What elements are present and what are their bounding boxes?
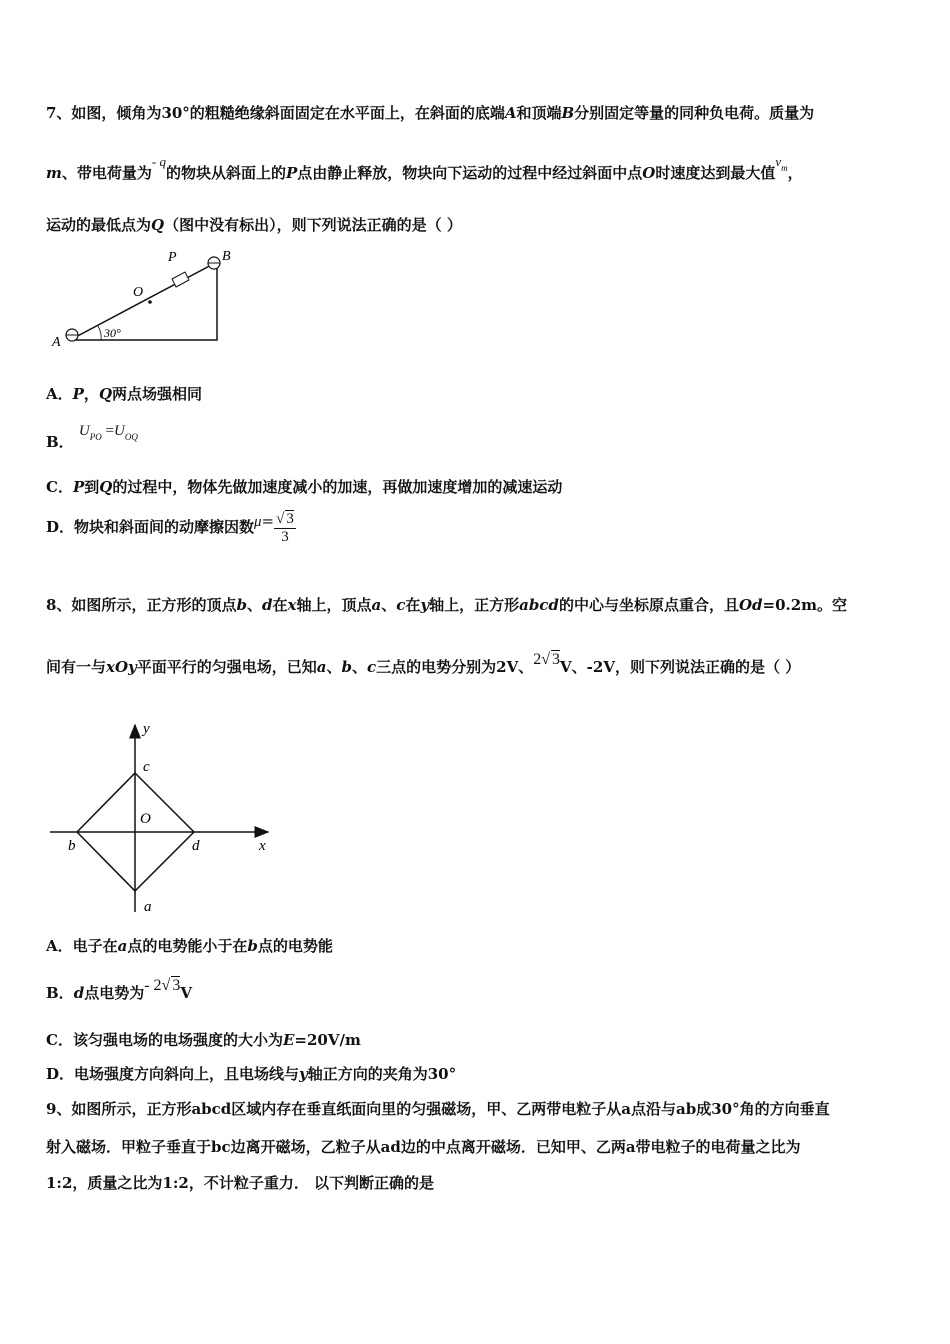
- q7-angle-arc: [98, 326, 101, 340]
- q7-label-B: B: [222, 249, 231, 264]
- q8-var: d: [261, 596, 273, 614]
- q8-var: xOy: [106, 658, 137, 676]
- q8-label-b: b: [68, 838, 76, 854]
- q8-optC-text: =20V/m: [294, 1031, 361, 1049]
- q8-text: 轴上，顶点: [296, 596, 372, 614]
- q7-vmax: $v_m$: [775, 154, 788, 173]
- option-letter: C．: [46, 478, 73, 496]
- q8-text: 、: [352, 658, 368, 676]
- q7-label-angle: 30°: [104, 326, 121, 340]
- q7-optC-text: 的过程中，物体先做加速度减小的加速，再做加速度增加的减速运动: [112, 478, 563, 496]
- q8-var: x: [287, 596, 297, 614]
- q8-optB-text: 点电势为: [84, 984, 145, 1002]
- q8-text: 在: [272, 596, 288, 614]
- q7-text: 7、如图，倾角为30°的粗糙绝缘斜面固定在水平面上，在斜面的底端: [46, 104, 505, 122]
- q8-text: 轴上，正方形: [429, 596, 520, 614]
- q8-label-O: O: [140, 811, 151, 827]
- q8-optD-text: 轴正方向的夹角为30°: [307, 1065, 457, 1083]
- q7-option-A: [46, 383, 202, 404]
- q7-block: [172, 272, 189, 287]
- q7-optA-text: 两点场强相同: [112, 385, 203, 403]
- q8-line-1: [46, 594, 847, 615]
- q7-line-3: [46, 214, 462, 235]
- q8-var: y: [420, 596, 430, 614]
- q7-incline-figure: [40, 240, 240, 355]
- option-letter: B．: [46, 433, 74, 451]
- q8-text: 平面平行的匀强电场，已知: [136, 658, 317, 676]
- q7-optC-text: 到: [84, 478, 100, 496]
- q9-line-2: 射入磁场．甲粒子垂直于bc边离开磁场，乙粒子从ad边的中点离开磁场．已知甲、乙两a带电粒子的电荷量之比为: [46, 1138, 801, 1156]
- q7-point-Q: Q: [151, 216, 165, 234]
- q8-var: c: [367, 658, 377, 676]
- q7-point-O: O: [642, 164, 656, 182]
- q8-text: 8、如图所示，正方形的顶点: [46, 596, 237, 614]
- q8-var: c: [396, 596, 406, 614]
- q7-text: （图中没有标出），则下列说法正确的是（ ）: [164, 216, 462, 234]
- q7-option-C: [46, 476, 562, 497]
- q8-optB-d: d: [73, 984, 85, 1002]
- q8-label-x: x: [259, 838, 266, 854]
- q8-var: b: [236, 596, 247, 614]
- q8-sqrt-value: 2√ 3: [533, 651, 561, 668]
- option-letter: B．: [46, 984, 74, 1002]
- q8-var: a: [371, 596, 382, 614]
- q8-optA-text: 点的电势能: [257, 937, 333, 955]
- q7-optA-Q: Q: [98, 385, 113, 403]
- q8-optB-unit: V: [180, 984, 192, 1002]
- q8-optA-b: b: [247, 937, 258, 955]
- q7-line-1: [46, 102, 814, 123]
- q7-charge: - q: [151, 154, 166, 169]
- q8-text: V、-2V，则下列说法正确的是（ ）: [560, 658, 801, 676]
- q8-text: 、: [326, 658, 342, 676]
- q7-line-2: [46, 154, 803, 183]
- q8-var: Od: [738, 596, 763, 614]
- q7-label-A: A: [52, 335, 61, 350]
- q9-line-1: 9、如图所示，正方形abcd区域内存在垂直纸面向里的匀强磁场，甲、乙两带电粒子从a点沿与ab成30°角的方向垂直: [46, 1100, 830, 1118]
- q7-midpoint-O: [148, 300, 152, 304]
- q8-var: abcd: [519, 596, 559, 614]
- option-letter: A．: [46, 385, 73, 403]
- q7-optB-formula: $U_{PO} =U_{OQ}$: [78, 423, 138, 442]
- q7-point-B: B: [561, 104, 575, 122]
- q8-line-2: [46, 651, 801, 677]
- q7-option-B: [46, 419, 138, 451]
- q7-optD-eq: =: [261, 512, 275, 530]
- q8-var: a: [316, 658, 327, 676]
- q8-option-B: [46, 977, 192, 1003]
- q8-optD-y: y: [299, 1065, 308, 1083]
- q8-optC-E: E: [282, 1031, 295, 1049]
- q7-optA-text: ，: [83, 385, 99, 403]
- q7-label-O: O: [133, 285, 144, 300]
- q8-square-figure: [46, 715, 286, 920]
- q8-text: 、: [381, 596, 397, 614]
- q8-text: 、: [246, 596, 262, 614]
- q8-optA-text: 点的电势能小于在: [127, 937, 248, 955]
- q7-point-P: P: [286, 164, 298, 182]
- q7-optD-mu: μ: [254, 514, 262, 530]
- q8-text: 的中心与坐标原点重合，且: [558, 596, 739, 614]
- q8-text: 间有一与: [46, 658, 107, 676]
- q7-text: 运动的最低点为: [46, 216, 152, 234]
- q8-optA-a: a: [117, 937, 128, 955]
- q7-option-D: [46, 510, 296, 546]
- q7-optD-fraction: $\frac{√ 3}{3}$: [276, 511, 294, 545]
- q7-optA-P: P: [72, 385, 84, 403]
- q7-optD-text: D．物块和斜面间的动摩擦因数: [46, 518, 255, 536]
- q8-optD-text: D．电场强度方向斜向上，且电场线与: [46, 1065, 300, 1083]
- q7-text: ，: [787, 164, 803, 182]
- q7-text: 时速度达到最大值: [655, 164, 776, 182]
- q8-var: b: [341, 658, 353, 676]
- q8-text: =0.2m。空: [762, 596, 848, 614]
- q8-label-a: a: [144, 899, 152, 915]
- q8-option-D: [46, 1063, 456, 1084]
- q7-label-P: P: [168, 250, 177, 265]
- q9-line-3: 1:2，质量之比为1:2，不计粒子重力． 以下判断正确的是: [46, 1174, 435, 1192]
- q7-optC-Q: Q: [99, 478, 113, 496]
- q7-text: 分别固定等量的同种负电荷。质量为: [574, 104, 815, 122]
- q8-optA-text: A．电子在: [46, 937, 118, 955]
- q8-label-c: c: [143, 759, 150, 775]
- q8-text: 三点的电势分别为2V、: [376, 658, 534, 676]
- q7-text: 的物块从斜面上的: [165, 164, 286, 182]
- q7-mass: m: [46, 164, 62, 182]
- q7-text: 和顶端: [516, 104, 562, 122]
- q7-point-A: A: [504, 104, 517, 122]
- q8-option-A: [46, 935, 333, 956]
- q7-optC-P: P: [72, 478, 85, 496]
- q7-text: 、带电荷量为: [61, 164, 152, 182]
- q8-label-y: y: [143, 721, 150, 737]
- q8-text: 在: [405, 596, 421, 614]
- q8-optB-value: - 2√ 3: [144, 977, 181, 994]
- q8-optC-text: C．该匀强电场的电场强度的大小为: [46, 1031, 283, 1049]
- q8-label-d: d: [192, 838, 200, 854]
- q8-option-C: [46, 1029, 361, 1050]
- q7-incline-triangle: [70, 262, 217, 340]
- q7-text: 点由静止释放，物块向下运动的过程中经过斜面中点: [297, 164, 643, 182]
